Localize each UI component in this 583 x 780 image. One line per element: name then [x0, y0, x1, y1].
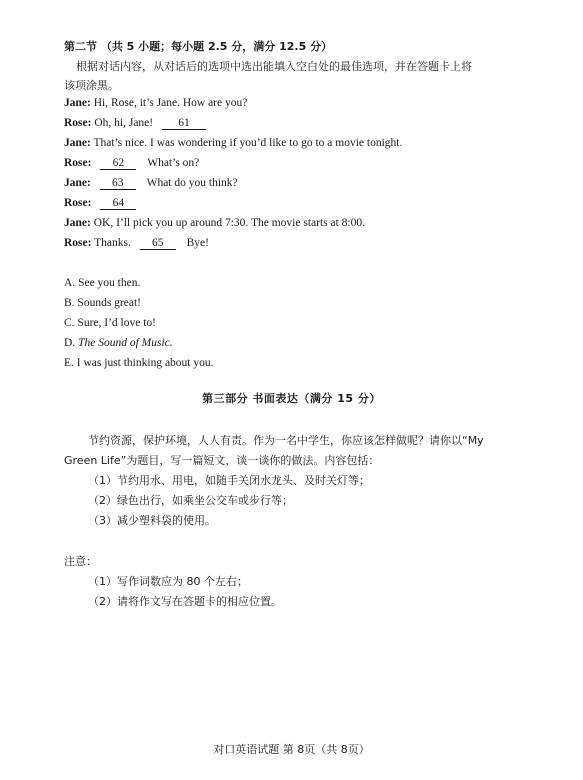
speaker: Jane: [64, 97, 91, 109]
dialogue-line [64, 197, 136, 210]
dialogue-text: Bye! [186, 237, 209, 249]
content-item: （1）节约用水、用电，如随手关闭水龙头、及时关灯等； [88, 474, 370, 487]
speaker: Rose: [64, 197, 92, 209]
note-item: （1）写作词数应为 80 个左右； [88, 575, 248, 588]
section-heading: 第二节 （共 5 小题；每小题 2.5 分，满分 12.5 分） [64, 40, 333, 53]
page-footer: 对口英语试题 第 8页（共 8页） [213, 743, 370, 756]
dialogue-line [64, 217, 365, 229]
content-item: （3）减少塑料袋的使用。 [88, 514, 216, 527]
speaker: Rose: [64, 237, 92, 249]
option-letter: D. [64, 337, 76, 349]
instruction-line-2: 该项涂黑。 [64, 79, 119, 92]
answer-blank-63: 63 [100, 177, 136, 190]
writing-prompt-line-2: Green Life”为题目，写一篇短文，谈一谈你的做法。内容包括： [64, 454, 380, 467]
dialogue-line [64, 137, 402, 149]
option-letter: A. [64, 277, 76, 289]
dialogue-text: OK, I’ll pick you up around 7:30. The movie starts at 8:00. [93, 217, 365, 229]
option-letter: B. [64, 297, 75, 309]
option-item [64, 297, 141, 309]
option-text: I was just thinking about you. [76, 357, 214, 369]
dialogue-text: Oh, hi, Jane! [94, 117, 154, 129]
note-item: （2）请将作文写在答题卡的相应位置。 [88, 595, 282, 608]
answer-blank-65: 65 [140, 237, 176, 250]
option-letter: E. [64, 357, 74, 369]
option-text: Sounds great! [77, 297, 141, 309]
option-text: See you then. [78, 277, 141, 289]
option-item [64, 277, 140, 289]
dialogue-text: That’s nice. I was wondering if you’d like to go to a movie tonight. [93, 137, 403, 149]
speaker: Rose: [64, 157, 92, 169]
speaker: Rose: [64, 117, 92, 129]
dialogue-text: Thanks. [94, 237, 131, 249]
dialogue-text: Hi, Rose, it’s Jane. How are you? [93, 97, 248, 109]
dialogue-line [64, 237, 209, 250]
option-item [64, 317, 156, 329]
dialogue-line [64, 97, 247, 109]
content-item: （2）绿色出行，如乘坐公交车或步行等； [88, 494, 293, 507]
option-item [64, 337, 173, 349]
speaker: Jane: [64, 177, 91, 189]
dialogue-line [64, 117, 206, 130]
dialogue-line [64, 157, 199, 170]
writing-prompt-line-1: 节约资源，保护环境，人人有责。作为一名中学生，你应该怎样做呢？请你以“My [88, 434, 484, 447]
dialogue-text: What’s on? [147, 157, 200, 169]
dialogue-line [64, 177, 238, 190]
speaker: Jane: [64, 137, 91, 149]
answer-blank-62: 62 [100, 157, 136, 170]
dialogue-text: What do you think? [146, 177, 238, 189]
notes-label: 注意： [64, 555, 97, 568]
speaker: Jane: [64, 217, 91, 229]
option-text: Sure, I’d love to! [77, 317, 156, 329]
option-item [64, 357, 214, 369]
answer-blank-61: 61 [162, 117, 206, 130]
instruction-line-1: 根据对话内容，从对话后的选项中选出能填入空白处的最佳选项，并在答题卡上将 [76, 60, 472, 73]
answer-blank-64: 64 [100, 197, 136, 210]
option-text: The Sound of Music. [78, 337, 173, 349]
part-title: 第三部分 书面表达（满分 15 分） [202, 392, 381, 405]
option-letter: C. [64, 317, 75, 329]
